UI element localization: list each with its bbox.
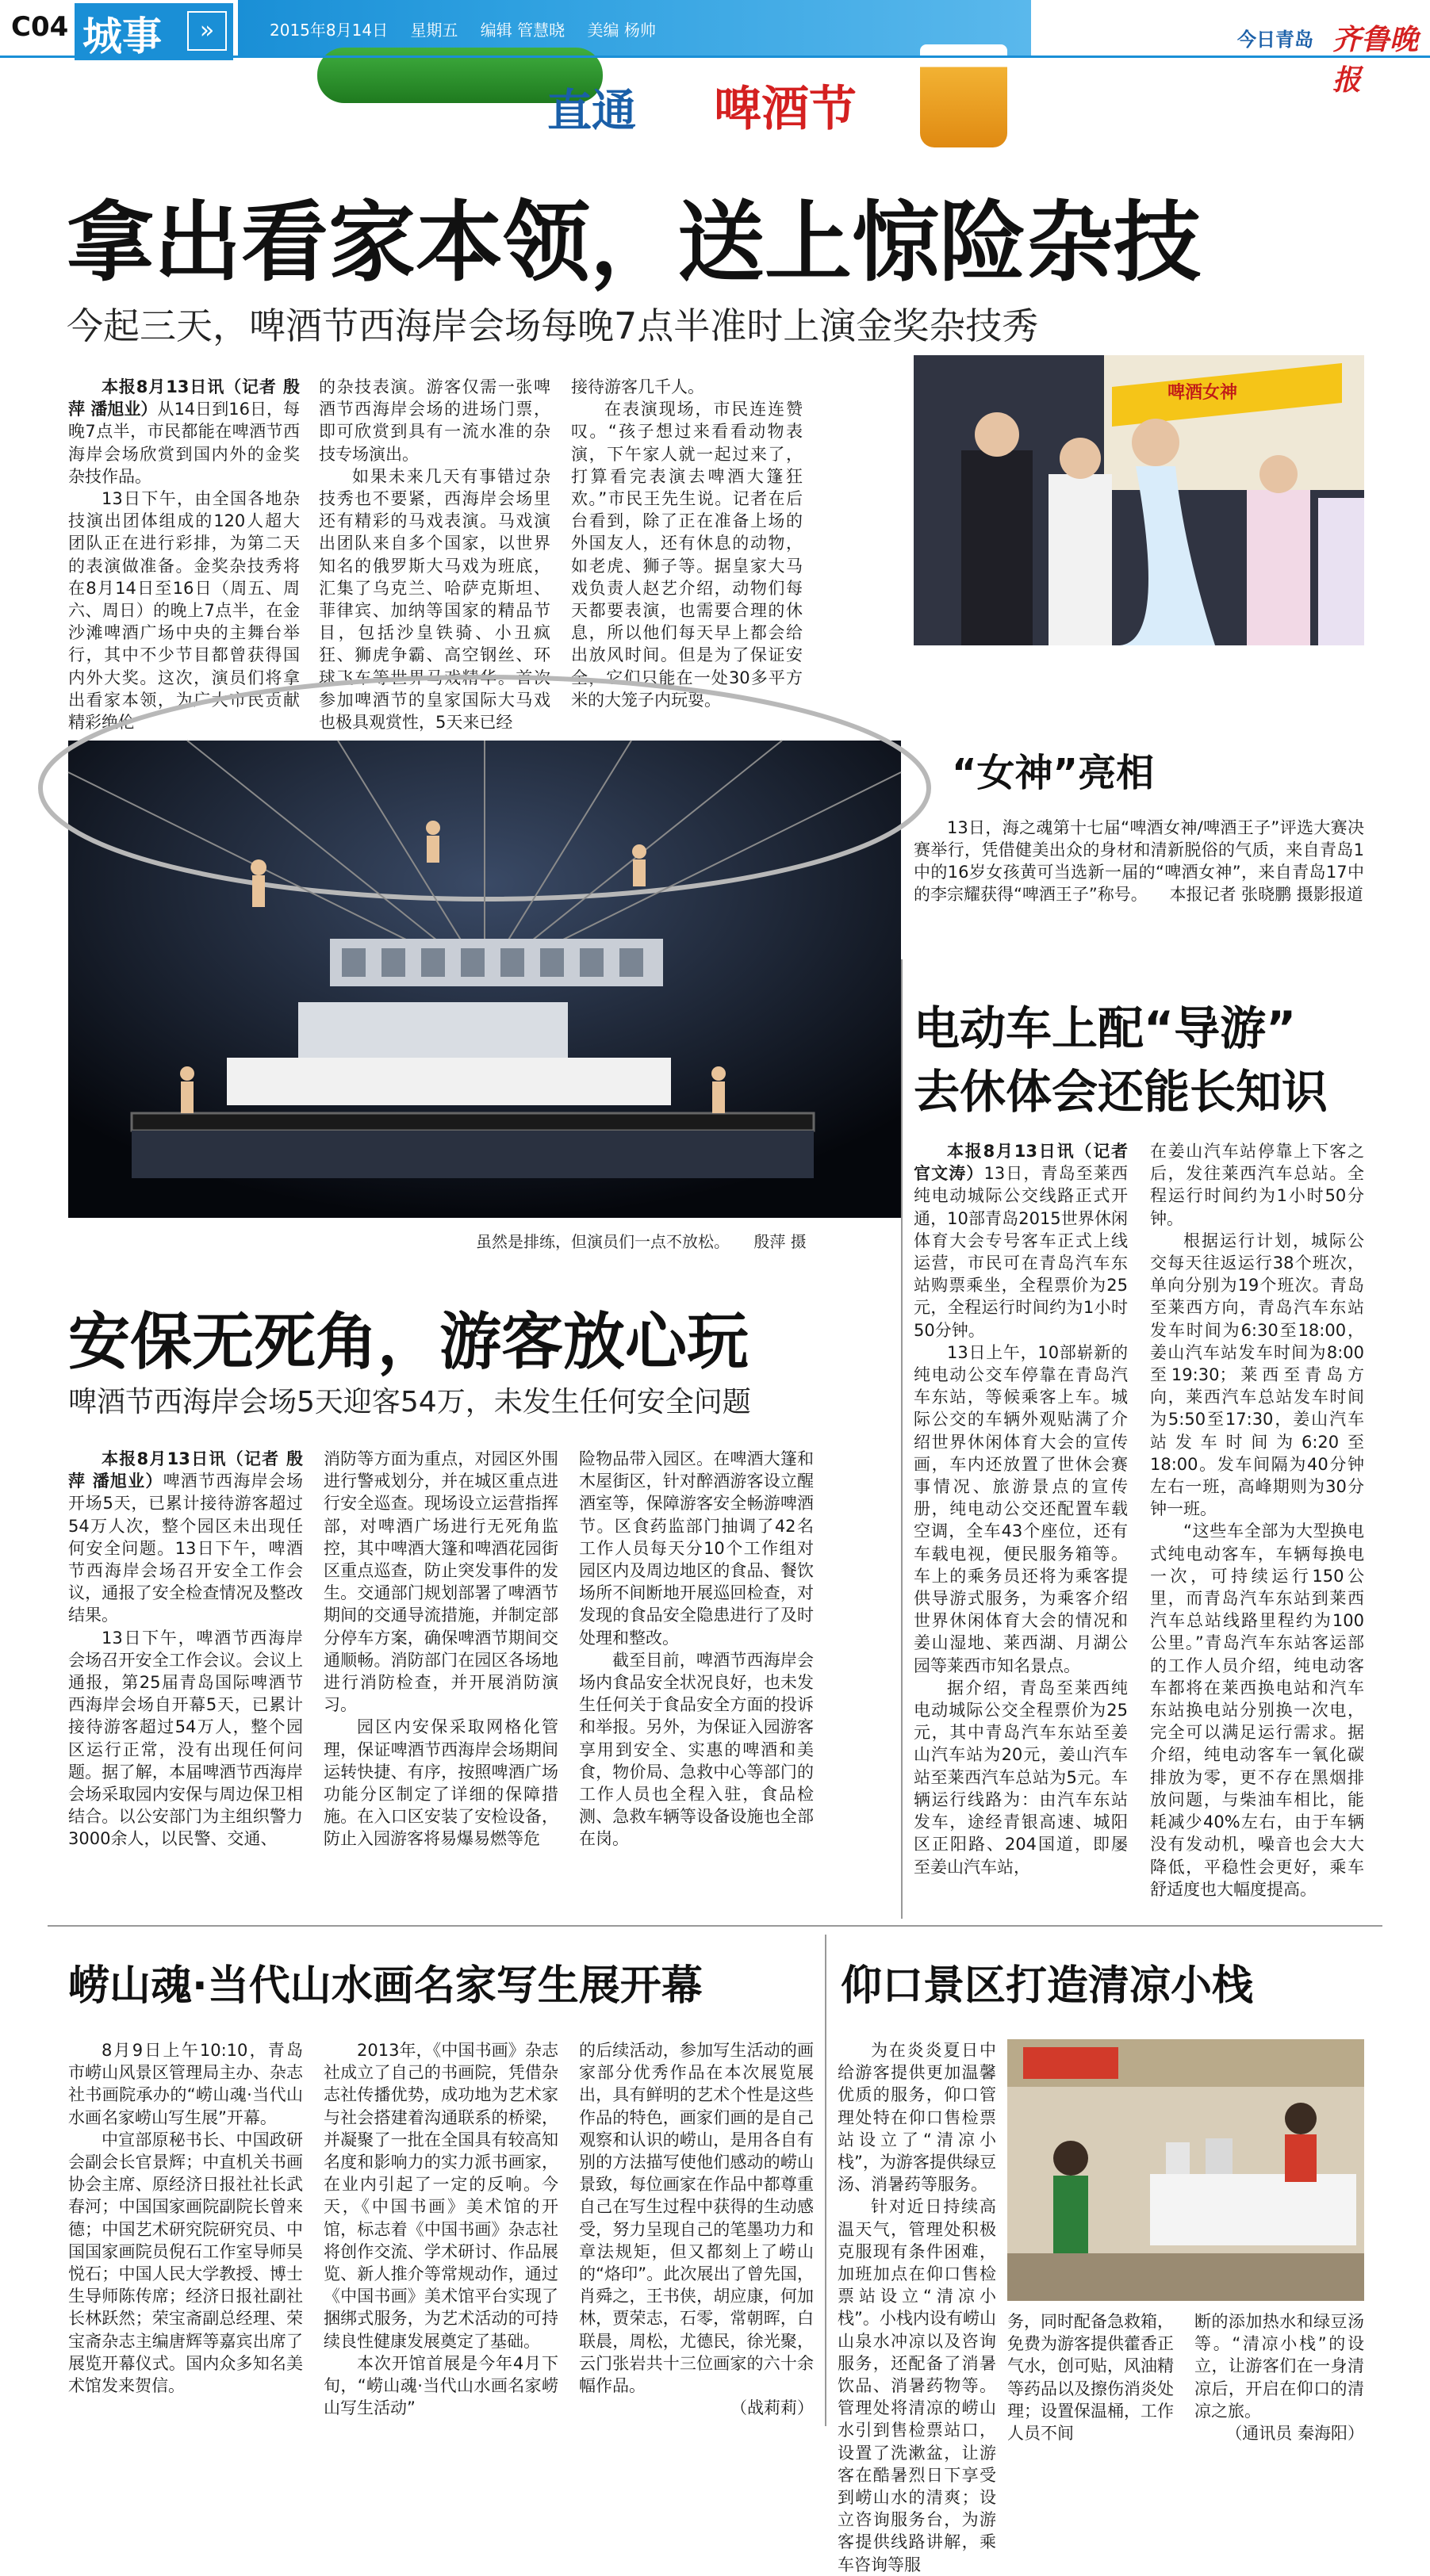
beer-goddess-scene [914,355,1364,645]
article-paragraph: 在姜山汽车站停靠上下客之后，发往莱西汽车总站。全程运行时间约为1小时50分钟。 [1150,1142,1364,1228]
article-paragraph: 2013年，《中国书画》杂志社成立了自己的书画院，凭借杂志社传播优势，成功地为艺术家与社会搭建着沟通联系的桥梁，并凝聚了一批在全国具有较高知名度和影响力的实力派书画家，在业内引起了一定的反响。今天，《中国书画》美术馆的开馆，标志着《中国书画》杂志社将创作交流、学术研讨、作品展览、新人推介等常规动作，通过《中国书画》美术馆平台实现了捆绑式服务，为艺术活动的可持续良性健康发展奠定了基础。 [324,2041,558,2351]
section-divider [48,1925,1382,1927]
article-paragraph: 园区内安保采取网格化管理，保证啤酒节西海岸会场期间运转快捷、有序，按照啤酒广场功能分区制定了详细的保障措施。在入口区安装了安检设备，防止入园游客将易爆易燃等危 [324,1717,558,1849]
issue-weekday: 星期五 [410,21,458,40]
headline-goddess: “女神”亮相 [952,751,1155,795]
article-paragraph: 8月9日上午10:10，青岛市崂山风景区管理局主办、杂志社书画院承办的“崂山魂·当代山水画名家崂山写生展”开幕。 [68,2041,303,2127]
article-paragraph: 13日下午，由全国各地杂技演出团体组成的120人超大团队正在进行彩排，为第二天的表演做准备。金奖杂技秀将在8月14日至16日（周五、周六、周日）的晚上7点半，在金沙滩啤酒广场中央的主舞台举行，其中不少节目都曾获得国内外大奖。这次，演员们将拿出看家本领，为广大市民贡献精彩绝伦 [68,489,300,733]
article-security-col1 [68,1448,303,1908]
article-paragraph: “这些车全部为大型换电式纯电动客车，车辆每换电一次，可持续运行150公里，而青岛汽车东站到莱西汽车总站线路里程约为100公里。”青岛汽车东站客运部的工作人员介绍，纯电动客车都将在莱西换电站和汽车东站换电站分别换一次电，完全可以满足运行需求。据介绍，纯电动客车一氧化碳排放为零，更不存在黑烟排放问题，与柴油车相比，能耗减少40%左右，由于车辆没有发动机，噪音也会大大降低，平稳性会更好，乘车舒适度也大幅度提高。 [1150,1521,1364,1899]
article-paragraph: 根据运行计划，城际公交每天往返运行38个班次，单向分别为19个班次。青岛至莱西方向，青岛汽车东站发车时间为6:30至18:00，姜山汽车站发车时间为8:00至19:30；莱西至青岛方向，莱西汽车总站发车时间为5:50至17:30，姜山汽车站发车时间为6:20至18:00。发车间隔为40分钟左右一班，高峰期则为30分钟一班。 [1150,1231,1364,1519]
photo-caption-acrobatics [476,1229,807,1252]
subhead-acrobatics: 今起三天，啤酒节西海岸会场每晚7点半准时上演金奖杂技秀 [67,304,1039,347]
chevron-right-icon: » [187,11,227,51]
article-paragraph: 的后续活动，参加写生活动的画家部分优秀作品在本次展览展出，具有鲜明的艺术个性是这些作品的特色，画家们画的是自己观察和认识的崂山，是用各自有别的方法描写使他们感动的崂山景致，每位画家在作品中都尊重自己在写生过程中获得的生动感受，努力呈现自己的笔墨功力和章法规矩，但又都刻上了崂山的“烙印”。此次展出了曾先国，肖舜之，王书侠，胡应康，何加林，贾荣志，石零，常朝晖，白联晨，周松，尤德民，徐光聚，云门张岩共十三位画家的六十余幅作品。 [579,2041,814,2396]
headline-laoshan-exhibition: 崂山魂·当代山水画名家写生展开幕 [68,1962,703,2010]
headline-security: 安保无死角，游客放心玩 [68,1307,750,1378]
article-credit: （战莉莉） [730,2398,814,2418]
article-lead: 本报8月13日讯（记者 殷萍 潘旭业） [68,377,300,419]
banner-title-beer-festival: 啤酒节 [714,82,857,137]
article-laoshan-col2 [324,2039,558,2420]
newspaper-logo: 齐鲁晚报 [1332,24,1419,97]
column-divider [901,959,903,1919]
article-paragraph: 为在炎炎夏日中给游客提供更加温馨优质的服务，仰口管理处特在仰口售检票站设立了“清凉小栈”，为游客提供绿豆汤、消暑药等服务。 [838,2041,996,2195]
editor-credit: 编辑 管慧晓 [480,21,565,40]
page-number: C04 [11,11,69,43]
article-paragraph: 中宣部原秘书长、中国政研会副会长官景辉；中直机关书画协会主席、原经济日报社社长武春河；中国国家画院副院长曾来德；中国艺术研究院研究员、中国国家画院员倪石工作室导师吴悦石；中国人民大学教授、博士生导师陈传席；经济日报社副社长林跃然；荣宝斋副总经理、荣宝斋杂志主编唐辉等嘉宾出席了展览开幕仪式。国内众多知名美术馆发来贺信。 [68,2130,303,2396]
article-paragraph: 务，同时配备急救箱，免费为游客提供藿香正气水，创可贴，风油精等药品以及擦伤消炎处理；设置保温桶，工作人员不间 [1007,2312,1174,2444]
article-lead: 本报8月13日讯（记者 官文涛） [914,1142,1128,1184]
article-paragraph: 针对近日持续高温天气，管理处积极克服现有条件困难，加班加点在仰口售检票站设立“清凉小栈”。小栈内设有崂山山泉水冲凉以及咨询服务，还配备了消暑饮品、消暑药物等。管理处将清凉的崂山水引到售检票站口，设置了洗漱盆，让游客在酷暑烈日下享受到崂山水的清爽；设立咨询服务台，为游客提供线路讲解，乘车咨询等服 [838,2197,996,2574]
article-security-col3 [579,1448,814,1908]
article-paragraph: 据介绍，青岛至莱西纯电动城际公交全程票价为25元，其中青岛汽车东站至姜山汽车站为20元，姜山汽车站至莱西汽车总站为5元。车辆运行线路为：由汽车东站发车，途经青银高速、城阳区正阳路、204国道，即屡至姜山汽车站， [914,1678,1128,1877]
goddess-sash-text: 啤酒女神 [1167,383,1238,403]
article-security-col2 [324,1448,558,1908]
issue-date: 2015年8月14日 [270,21,389,40]
headline-ebus-1: 电动车上配“导游” [914,1001,1297,1055]
article-laoshan-col1 [68,2039,303,2420]
caption-text: 13日，海之魂第十七届“啤酒女神/啤酒王子”评选大赛决赛举行，凭借健美出众的身材和清新脱俗的气质，来自青岛1中的16岁女孩黄可当选新一届的“啤酒女神”，来自青岛17中的李宗耀获得“啤酒王子”称号。 [914,818,1364,904]
caption-credit: 本报记者 张晓鹏 摄影报道 [1169,885,1363,904]
article-laoshan-col3 [579,2039,814,2420]
subhead-security: 啤酒节西海岸会场5天迎客54万，未发生任何安全问题 [68,1386,751,1418]
banner-title-direct: 直通 [547,86,636,137]
article-paragraph: 险物品带入园区。在啤酒大篷和木屋街区，针对醉酒游客设立醒酒室等，保障游客安全畅游啤酒节。区食药监部门抽调了42名工作人员每天分10个工作组对园区内及周边地区的食品、餐饮场所不间断地开展巡回检查，对发现的食品安全隐患进行了及时处理和整改。 [579,1449,814,1648]
article-paragraph: 断的添加热水和绿豆汤等。“清凉小栈”的设立，让游客们在一身清凉后，开启在仰口的清凉之旅。 [1194,2312,1364,2421]
article-paragraph: 在表演现场，市民连连赞叹。“孩子想过来看看动物表演，下午家人就一起过来了，打算看完表演去啤酒大篷狂欢。”市民王先生说。记者在后台看到，除了正在准备上场的外国友人，还有休息的动物，如老虎、狮子等。据皇家大马戏负责人赵艺介绍，动物们每天都要表演，也需要合理的休息，所以他们每天早上都会给出放风时间。但是为了保证安全，它们只能在一处30多平方米的大笼子内玩耍。 [571,400,803,710]
acrobatics-photo-scene [68,741,901,1218]
article-paragraph: 的杂技表演。游客仅需一张啤酒节西海岸会场的进场门票，即可欣赏到具有一流水准的杂技专场演出。 [319,377,550,464]
beer-glass-graphic [920,44,1007,147]
article-paragraph: 接待游客几千人。 [571,377,704,396]
section-today-qingdao: 今日青岛 [1237,29,1313,51]
acrobatics-photo [68,741,901,1218]
article-yangkou-col2 [1007,2310,1174,2444]
header-meta [270,17,673,40]
article-paragraph: 13日上午，10部崭新的纯电动公交车停靠在青岛汽车东站，等候乘客上车。城际公交的车辆外观贴满了介绍世界休闲体育大会的宣传画，车内还放置了世休会赛事情况、旅游景点的宣传册，纯电动公交还配置车载空调，全车43个座位，还有车载电视，便民服务箱等。车上的乘务员还将为乘客提供导游式服务，为乘客介绍世界休闲体育大会的情况和姜山湿地、莱西湖、月湖公园等莱西市知名景点。 [914,1342,1128,1675]
caption-text: 虽然是排练，但演员们一点不放松。 [476,1232,730,1251]
headline-ebus-2: 去休体会还能长知识 [914,1065,1328,1119]
article-yangkou-col1 [838,2039,996,2574]
beer-goddess-photo [914,355,1364,645]
article-paragraph: 啤酒节西海岸会场开场5天，已累计接待游客超过54万人次，整个园区未出现任何安全问题。13日下午，啤酒节西海岸会场召开安全工作会议，通报了安全检查情况及整改结果。 [68,1472,304,1625]
caption-credit: 殷萍 摄 [753,1232,807,1251]
article-ebus-col2 [1150,1140,1364,1909]
article-paragraph: 如果未来几天有事错过杂技秀也不要紧，西海岸会场里还有精彩的马戏表演。马戏演出团队来自多个国家，以世界知名的俄罗斯大马戏为班底，汇集了乌克兰、哈萨克斯坦、菲律宾、加纳等国家的精品节目，包括沙皇铁骑、小丑疯狂、狮虎争霸、高空钢丝、环球飞车等世界马戏精华。首次参加啤酒节的皇家国际大马戏也极具观赏性，5天来已经 [319,466,550,733]
yangkou-scene [1007,2039,1364,2301]
goddess-caption [914,817,1364,905]
article-paragraph: 截至目前，啤酒节西海岸会场内食品安全状况良好，也未发生任何关于食品安全方面的投诉和举报。另外，为保证入园游客享用到安全、实惠的啤酒和美食，物价局、急救中心等部门的工作人员也全程入驻，食品检测、急救车辆等设备设施也全部在岗。 [579,1650,814,1849]
article-paragraph: 13日，青岛至莱西纯电动城际公交线路正式开通，10部青岛2015世界休闲体育大会专号客车正式上线运营，市民可在青岛汽车东站购票乘坐，全程票价为25元，全程运行时间约为1小时50分钟。 [914,1164,1128,1340]
article-credit: （通讯员 秦海阳） [1225,2424,1364,2444]
article-paragraph: 13日下午，啤酒节西海岸会场召开安全工作会议。会议上通报，第25届青岛国际啤酒节西海岸会场自开幕5天，已累计接待游客超过54万人，整个园区运行正常，没有出现任何问题。据了解，本届啤酒节西海岸会场采取园内安保与周边保卫相结合。以公安部门为主组织警力3000余人，以民警、交通、 [68,1628,303,1849]
article-ebus-col1 [914,1140,1128,1909]
article-paragraph: 从14日到16日，每晚7点半，市民都能在啤酒节西海岸会场欣赏到国内外的金奖杂技作品。 [68,400,300,486]
headline-yangkou: 仰口景区打造清凉小栈 [841,1962,1254,2010]
article-acrobatics-col1 [68,376,300,733]
yangkou-photo [1007,2039,1364,2301]
section-label: 城事 [82,13,162,59]
designer-credit: 美编 杨帅 [587,21,656,40]
article-lead: 本报8月13日讯（记者 殷萍 潘旭业） [68,1449,303,1491]
column-divider [825,1935,826,2426]
article-yangkou-col3 [1194,2310,1364,2444]
article-paragraph: 本次开馆首展是今年4月下旬，“崂山魂·当代山水画名家崂山写生活动” [324,2353,558,2418]
article-paragraph: 消防等方面为重点，对园区外围进行警戒划分，并在城区重点进行安全巡查。现场设立运营指挥部，对啤酒广场进行无死角监控，其中啤酒大篷和啤酒花园街区重点巡查，防止突发事件的发生。交通部门规划部署了啤酒节期间的交通导流措施，并制定部分停车方案，确保啤酒节期间交通顺畅。消防部门在园区各场地进行消防检查，并开展消防演习。 [324,1449,558,1715]
headline-acrobatics: 拿出看家本领，送上惊险杂技 [67,192,1201,293]
